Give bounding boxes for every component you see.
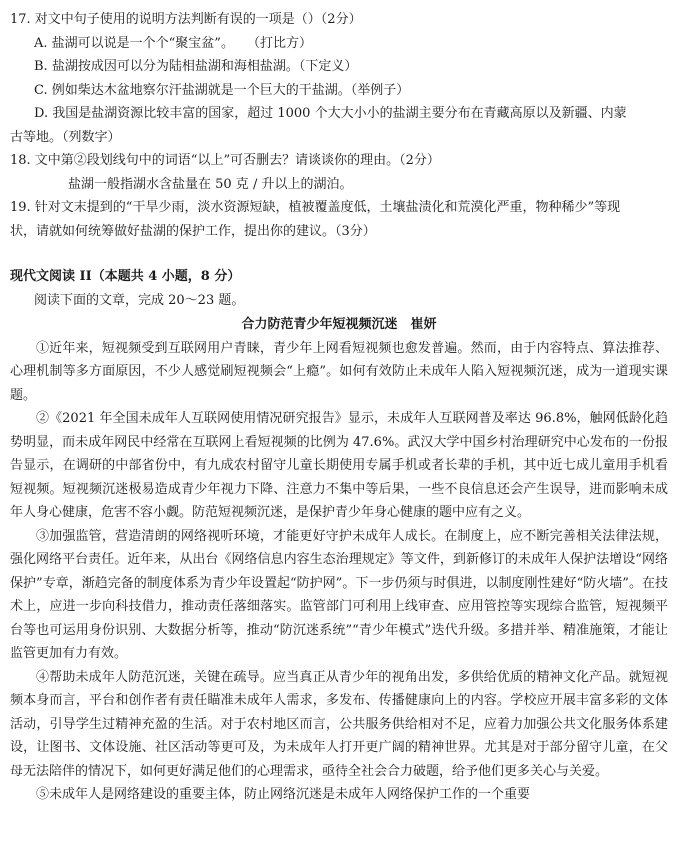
option-d: D. 我国是盐湖资源比较丰富的国家，超过 1000 个大大小小的盐湖主要分布在青藏高原以及新疆、内蒙 (34, 106, 627, 121)
option-b: B. 盐湖按成因可以分为陆相盐湖和海相盐湖。（下定义） (34, 59, 358, 74)
reading-instruction: 阅读下面的文章，完成 20～23 题。 (34, 293, 245, 308)
article-body (10, 337, 668, 807)
option-c: C. 例如柴达木盆地察尔汗盐湖就是一个巨大的干盐湖。（举例子） (34, 82, 410, 98)
question-19-line-1: 19. 针对文末提到的“干旱少雨，淡水资源短缺，植被覆盖度低，土壤盐渍化和荒漠化严重，物种稀少”等现 (10, 200, 621, 215)
question-18-stem: 18. 文中第②段划线句中的词语“以上”可否删去？请谈谈你的理由。（2分） (10, 153, 440, 168)
option-a: A. 盐湖可以说是一个个“聚宝盆”。 （打比方） (34, 35, 312, 51)
question-17-stem: 17. 对文中句子使用的说明方法判断有误的一项是（）（2分） (10, 12, 362, 27)
question-18 (10, 149, 668, 196)
article-paragraph-4: ④帮助未成年人防范沉迷，关键在疏导。应当真正从青少年的视角出发，多供给优质的精神文化产品。就短视频本身而言，平台和创作者有责任瞄准未成年人需求，多发布、传播健康向上的内容。学校应开展丰富多彩的文体活动，引导学生过精神充盈的生活。对于农村地区而言，公共服务供给相对不足，应着力加强公共文化服务体系建设，让图书、文体设施、社区活动等更可及，为未成年人打开更广阔的精神世界。尤其是对于部分留守儿童，在父母无法陪伴的情况下，如何更好满足他们的心理需求，亟待全社会合力破题，给予他们更多关心与关爱。 (10, 669, 668, 779)
question-17 (10, 8, 668, 149)
article-paragraph-3: ③加强监管，营造清朗的网络视听环境，才能更好守护未成年人成长。在制度上，应不断完善相关法律法规，强化网络平台责任。近年来，从出台《网络信息内容生态治理规定》等文件，到新修订的未成年人保护法增设“网络保护”专章，渐趋完备的制度体系为青少年设置起“防护网”。下一步仍须与时俱进，以制度刚性建好“防火墙”。在技术上，应进一步向科技借力，推动责任落细落实。监管部门可利用上线审查、应用管控等实现综合监管，短视频平台等也可运用身份识别、大数据分析等，推动“防沉迷系统”“青少年模式”迭代升级。多措并举、精准施策，才能让监管更加有力有效。 (10, 528, 668, 661)
section-heading: 现代文阅读 II（本题共 4 小题，8 分） (10, 269, 241, 284)
article-paragraph-1: ①近年来，短视频受到互联网用户青睐，青少年上网看短视频也愈发普遍。然而，由于内容特点、算法推荐、心理机制等多方面原因，不少人感觉刷短视频会“上瘾”。如何有效防止未成年人陷入短视频沉迷，成为一道现实课题。 (10, 340, 668, 403)
article-title: 合力防范青少年短视频沉迷 崔妍 (241, 316, 437, 332)
question-18-quote: 盐湖一般指湖水含盐量在 50 克 / 升以上的湖泊。 (68, 176, 353, 192)
article-paragraph-2: ②《2021 年全国未成年人互联网使用情况研究报告》显示，未成年人互联网普及率达 96.8%，触网低龄化趋势明显，而未成年网民中经常在互联网上看短视频的比例为 47.6%。武汉大学中国乡村治理研究中心发布的一份报告显示，在调研的中部省份中，有九成农村留守儿童长期使用专属手机或者长辈的手机，其中近七成儿童用手机看短视频。短视频沉迷极易造成青少年视力下降、注意力不集中等后果，一些不良信息还会产生误导，进而影响未成年人身心健康，危害不容小觑。防范短视频沉迷，是保护青少年身心健康的题中应有之义。 (10, 411, 668, 520)
question-19 (10, 196, 668, 243)
question-19-line-2: 状，请就如何统筹做好盐湖的保护工作，提出你的建议。（3分） (10, 223, 376, 239)
option-d-continuation: 古等地。（列数字） (10, 129, 121, 145)
article-paragraph-5: ⑤未成年人是网络建设的重要主体，防止网络沉迷是未成年人网络保护工作的一个重要 (36, 787, 531, 802)
